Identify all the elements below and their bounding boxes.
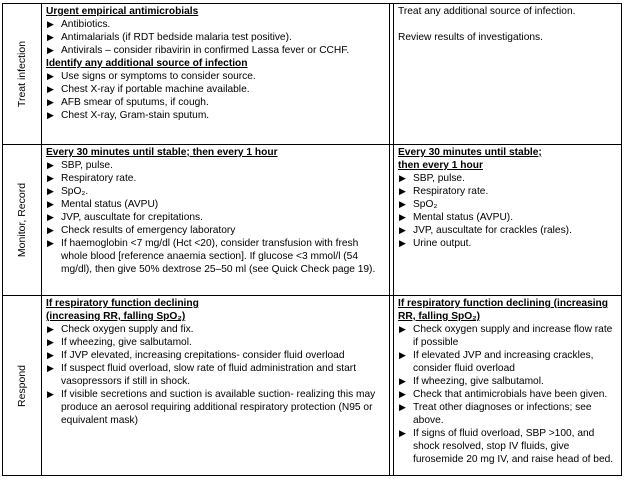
list-item: ▶ Check oxygen supply and increase flow rate if possible <box>398 323 617 349</box>
bullet-list <box>46 18 385 57</box>
respond-left-cell <box>42 296 389 427</box>
list-item: ▶ If suspect fluid overload, slow rate of fluid administration and start vasopressors if still in shock. <box>46 362 385 388</box>
respond-right-cell <box>394 296 621 466</box>
section-heading: Identify any additional source of infection <box>46 58 248 69</box>
row-label-respond <box>3 296 41 476</box>
list-item: ▶ SBP, pulse. <box>398 172 617 185</box>
list-item: ▶ Antibiotics. <box>46 18 385 31</box>
section-heading: Urgent empirical antimicrobials <box>46 6 199 17</box>
row-label-text: Treat infection <box>16 40 28 108</box>
treat-left-cell <box>42 4 389 122</box>
section-heading: then every 1 hour <box>398 160 483 171</box>
column-divider <box>389 4 390 475</box>
monitor-left-cell <box>42 145 389 276</box>
bullet-list <box>398 172 617 250</box>
section-heading: If respiratory function declining <box>46 298 199 309</box>
section-heading: RR, falling SpO₂) <box>398 311 481 322</box>
list-item: ▶ Mental status (AVPU). <box>398 211 617 224</box>
list-item: ▶ Check oxygen supply and fix. <box>46 323 385 336</box>
list-item: ▶ Check results of emergency laboratory <box>46 224 385 237</box>
list-item: ▶ Mental status (AVPU) <box>46 198 385 211</box>
section-heading: Every 30 minutes until stable; <box>398 147 542 158</box>
list-item: ▶ Use signs or symptoms to consider source. <box>46 70 385 83</box>
list-item: ▶ Respiratory rate. <box>46 172 385 185</box>
bullet-list <box>46 70 385 122</box>
list-item: ▶ If wheezing, give salbutamol. <box>398 375 617 388</box>
list-item: ▶ JVP, auscultate for crepitations. <box>46 211 385 224</box>
row-label-text: Respond <box>16 364 28 408</box>
list-item: ▶ AFB smear of sputums, if cough. <box>46 96 385 109</box>
list-item: ▶ Respiratory rate. <box>398 185 617 198</box>
list-item: ▶ Antimalarials (if RDT bedside malaria test positive). <box>46 31 385 44</box>
list-item: ▶ Check that antimicrobials have been given. <box>398 388 617 401</box>
bullet-list <box>398 323 617 466</box>
protocol-table <box>2 3 622 476</box>
bullet-list <box>46 323 385 427</box>
list-item: ▶ Chest X-ray if portable machine available. <box>46 83 385 96</box>
treat-right-cell <box>394 4 621 44</box>
monitor-right-cell <box>394 145 621 250</box>
row-label-text: Monitor, Record <box>16 182 28 258</box>
list-item: ▶ If visible secretions and suction is available suction- realizing this may produce an aerosol requiring additional respiratory protection (N95 or equivalent mask) <box>46 388 385 427</box>
list-item: ▶ Treat other diagnoses or infections; see above. <box>398 401 617 427</box>
section-heading: (increasing RR, falling SpO₂) <box>46 311 186 322</box>
list-item: ▶ If elevated JVP and increasing crackles, consider fluid overload <box>398 349 617 375</box>
paragraph: Treat any additional source of infection. <box>398 6 576 17</box>
list-item: ▶ Antivirals – consider ribavirin in confirmed Lassa fever or CCHF. <box>46 44 385 57</box>
list-item: ▶ SpO₂. <box>46 185 385 198</box>
list-item: ▶ If JVP elevated, increasing crepitations- consider fluid overload <box>46 349 385 362</box>
list-item: ▶ Urine output. <box>398 237 617 250</box>
list-item: ▶ If signs of fluid overload, SBP >100, and shock resolved, stop IV fluids, give furosemide 20 mg IV, and raise head of bed. <box>398 427 617 466</box>
bullet-list <box>46 159 385 276</box>
list-item: ▶ SBP, pulse. <box>46 159 385 172</box>
list-item: ▶ If haemoglobin <7 mg/dl (Hct <20), consider transfusion with fresh whole blood [reference anaemia section]. If glucose <3 mmol/l (54 mg/dl), then give 50% dextrose 25–50 ml (see Quick Check page 19). <box>46 237 385 276</box>
list-item: ▶ Chest X-ray, Gram-stain sputum. <box>46 109 385 122</box>
section-heading: If respiratory function declining (increasing <box>398 298 609 309</box>
row-label-monitor <box>3 145 41 295</box>
list-item: ▶ SpO₂ <box>398 198 617 211</box>
row-label-treat <box>3 4 41 144</box>
list-item: ▶ If wheezing, give salbutamol. <box>46 336 385 349</box>
paragraph: Review results of investigations. <box>398 32 543 43</box>
list-item: ▶ JVP, auscultate for crackles (rales). <box>398 224 617 237</box>
section-heading: Every 30 minutes until stable; then every 1 hour <box>46 147 278 158</box>
